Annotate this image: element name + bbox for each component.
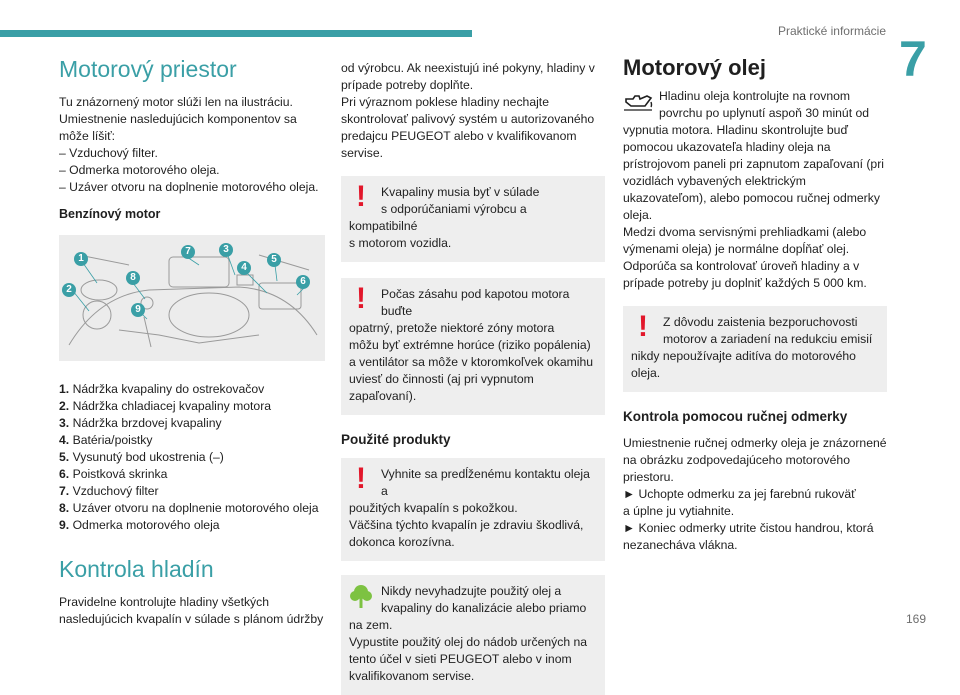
component-list [59,381,325,534]
dipstick-text: Umiestnenie ručnej odmerky oleja je znázornené na obrázku zodpovedajúceho motorového priestoru. ► Uchopte odmerku za jej farebnú rukoväť a úplne ju vytiahnite. ► Koniec odmerky utrite čistou handrou, ktorá nezanecháva vlákna. [623,436,887,552]
oil-paragraph: Hladinu oleja kontrolujte na rovnom povrchu po uplynutí aspoň 30 minút od vypnutia motora. Hladinu skontrolujte buď pomocou ukazovateľa hladiny oleja na prístrojovom paneli pri zapnutom zapaľovaní (pri vozidlách vybavených elektrickým ukazovateľom), alebo pomocou ručnej odmerky oleja. Medzi dvoma servisnými prehliadkami (alebo výmenami oleja) je normálne dopĺňať olej. Odporúča sa kontrolovať úroveň hladiny a v prípade potreby ju doplniť každých 5 000 km. [623,89,884,290]
continued-text: od výrobcu. Ak neexistujú iné pokyny, hladiny v prípade potreby doplňte. Pri výraznom poklese hladiny nechajte skontrolovať palivový systém u autorizovaného predajcu PEUGEOT alebo v kvalifikovanom servise. [341,61,595,160]
column-2 [341,60,605,695]
column-1 [59,56,325,628]
list-item: 4. Batéria/poistky [59,433,153,447]
engine-bay-illustration [59,235,325,361]
warning-icon: ! [356,282,366,315]
oil-can-icon [623,90,653,114]
callout-6: 6 [296,275,310,289]
callout-1: 1 [74,252,88,266]
callout-4: 4 [237,261,251,275]
callout-3: 3 [219,243,233,257]
list-item: 9. Odmerka motorového oleja [59,518,220,532]
callout-5: 5 [267,253,281,267]
page-number: 169 [906,612,927,626]
warning-box-fluids: ! Kvapaliny musia byť v súlade s odporúčaniami výrobcu a kompatibilné s motorom vozidla. [341,176,605,262]
header-accent-bar [0,30,472,37]
list-item: 7. Vzduchový filter [59,484,159,498]
subhead-petrol-engine: Benzínový motor [59,207,161,221]
level-check-text: Pravidelne kontrolujte hladiny všetkých nasledujúcich kvapalín v súlade s plánom údržby [59,595,324,626]
list-item: 1. Nádržka kvapaliny do ostrekovačov [59,382,265,396]
subhead-dipstick-check: Kontrola pomocou ručnej odmerky [623,409,848,424]
subhead-used-products: Použité produkty [341,432,451,447]
list-item: 3. Nádržka brzdovej kvapaliny [59,416,222,430]
chapter-number: 7 [899,31,927,87]
running-header: Praktické informácie [777,24,886,38]
warning-box-additives: ! Z dôvodu zaistenia bezporuchovosti motorov a zariadení na redukciu emisií nikdy nepoužívajte aditíva do motorového oleja. [623,306,887,392]
warning-box-skin-contact: ! Vyhnite sa predĺženému kontaktu oleja a použitých kvapalín s pokožkou. Väčšina týchto kvapalín je zdraviu škodlivá, dokonca korozívna. [341,458,605,561]
environment-box: Nikdy nevyhadzujte použitý olej a kvapaliny do kanalizácie alebo priamo na zem. Vypustite použitý olej do nádob určených na tento účel v sieti PEUGEOT alebo v inom kvalifikovanom servise. [341,575,605,695]
callout-7: 7 [181,245,195,259]
warning-icon: ! [638,310,648,343]
callout-2: 2 [62,283,76,297]
tree-icon [349,583,373,611]
list-item: 6. Poistková skrinka [59,467,168,481]
section-title-engine-oil: Motorový olej [623,55,767,80]
warning-icon: ! [356,462,366,495]
warning-icon: ! [356,180,366,213]
section-title-level-check: Kontrola hladín [59,556,214,582]
list-item: 2. Nádržka chladiacej kvapaliny motora [59,399,272,413]
list-item: 8. Uzáver otvoru na doplnenie motorového oleja [59,501,319,515]
list-item: 5. Vysunutý bod ukostrenia (–) [59,450,224,464]
section-title-engine-bay: Motorový priestor [59,56,237,82]
intro-text: Tu znázornený motor slúži len na ilustráciu. Umiestnenie nasledujúcich komponentov sa môže líšiť: – Vzduchový filter. – Odmerka motorového oleja. – Uzáver otvoru na doplnenie motorového oleja. [59,95,319,194]
column-3 [623,56,887,554]
callout-8: 8 [126,271,140,285]
callout-9: 9 [131,303,145,317]
warning-box-hot-zones: ! Počas zásahu pod kapotou motora buďte opatrný, pretože niektoré zóny motora môžu byť extrémne horúce (riziko popálenia) a ventilátor sa môže v ktoromkoľvek okamihu uviesť do činnosti (aj pri vypnutom zapaľovaní). [341,278,605,415]
